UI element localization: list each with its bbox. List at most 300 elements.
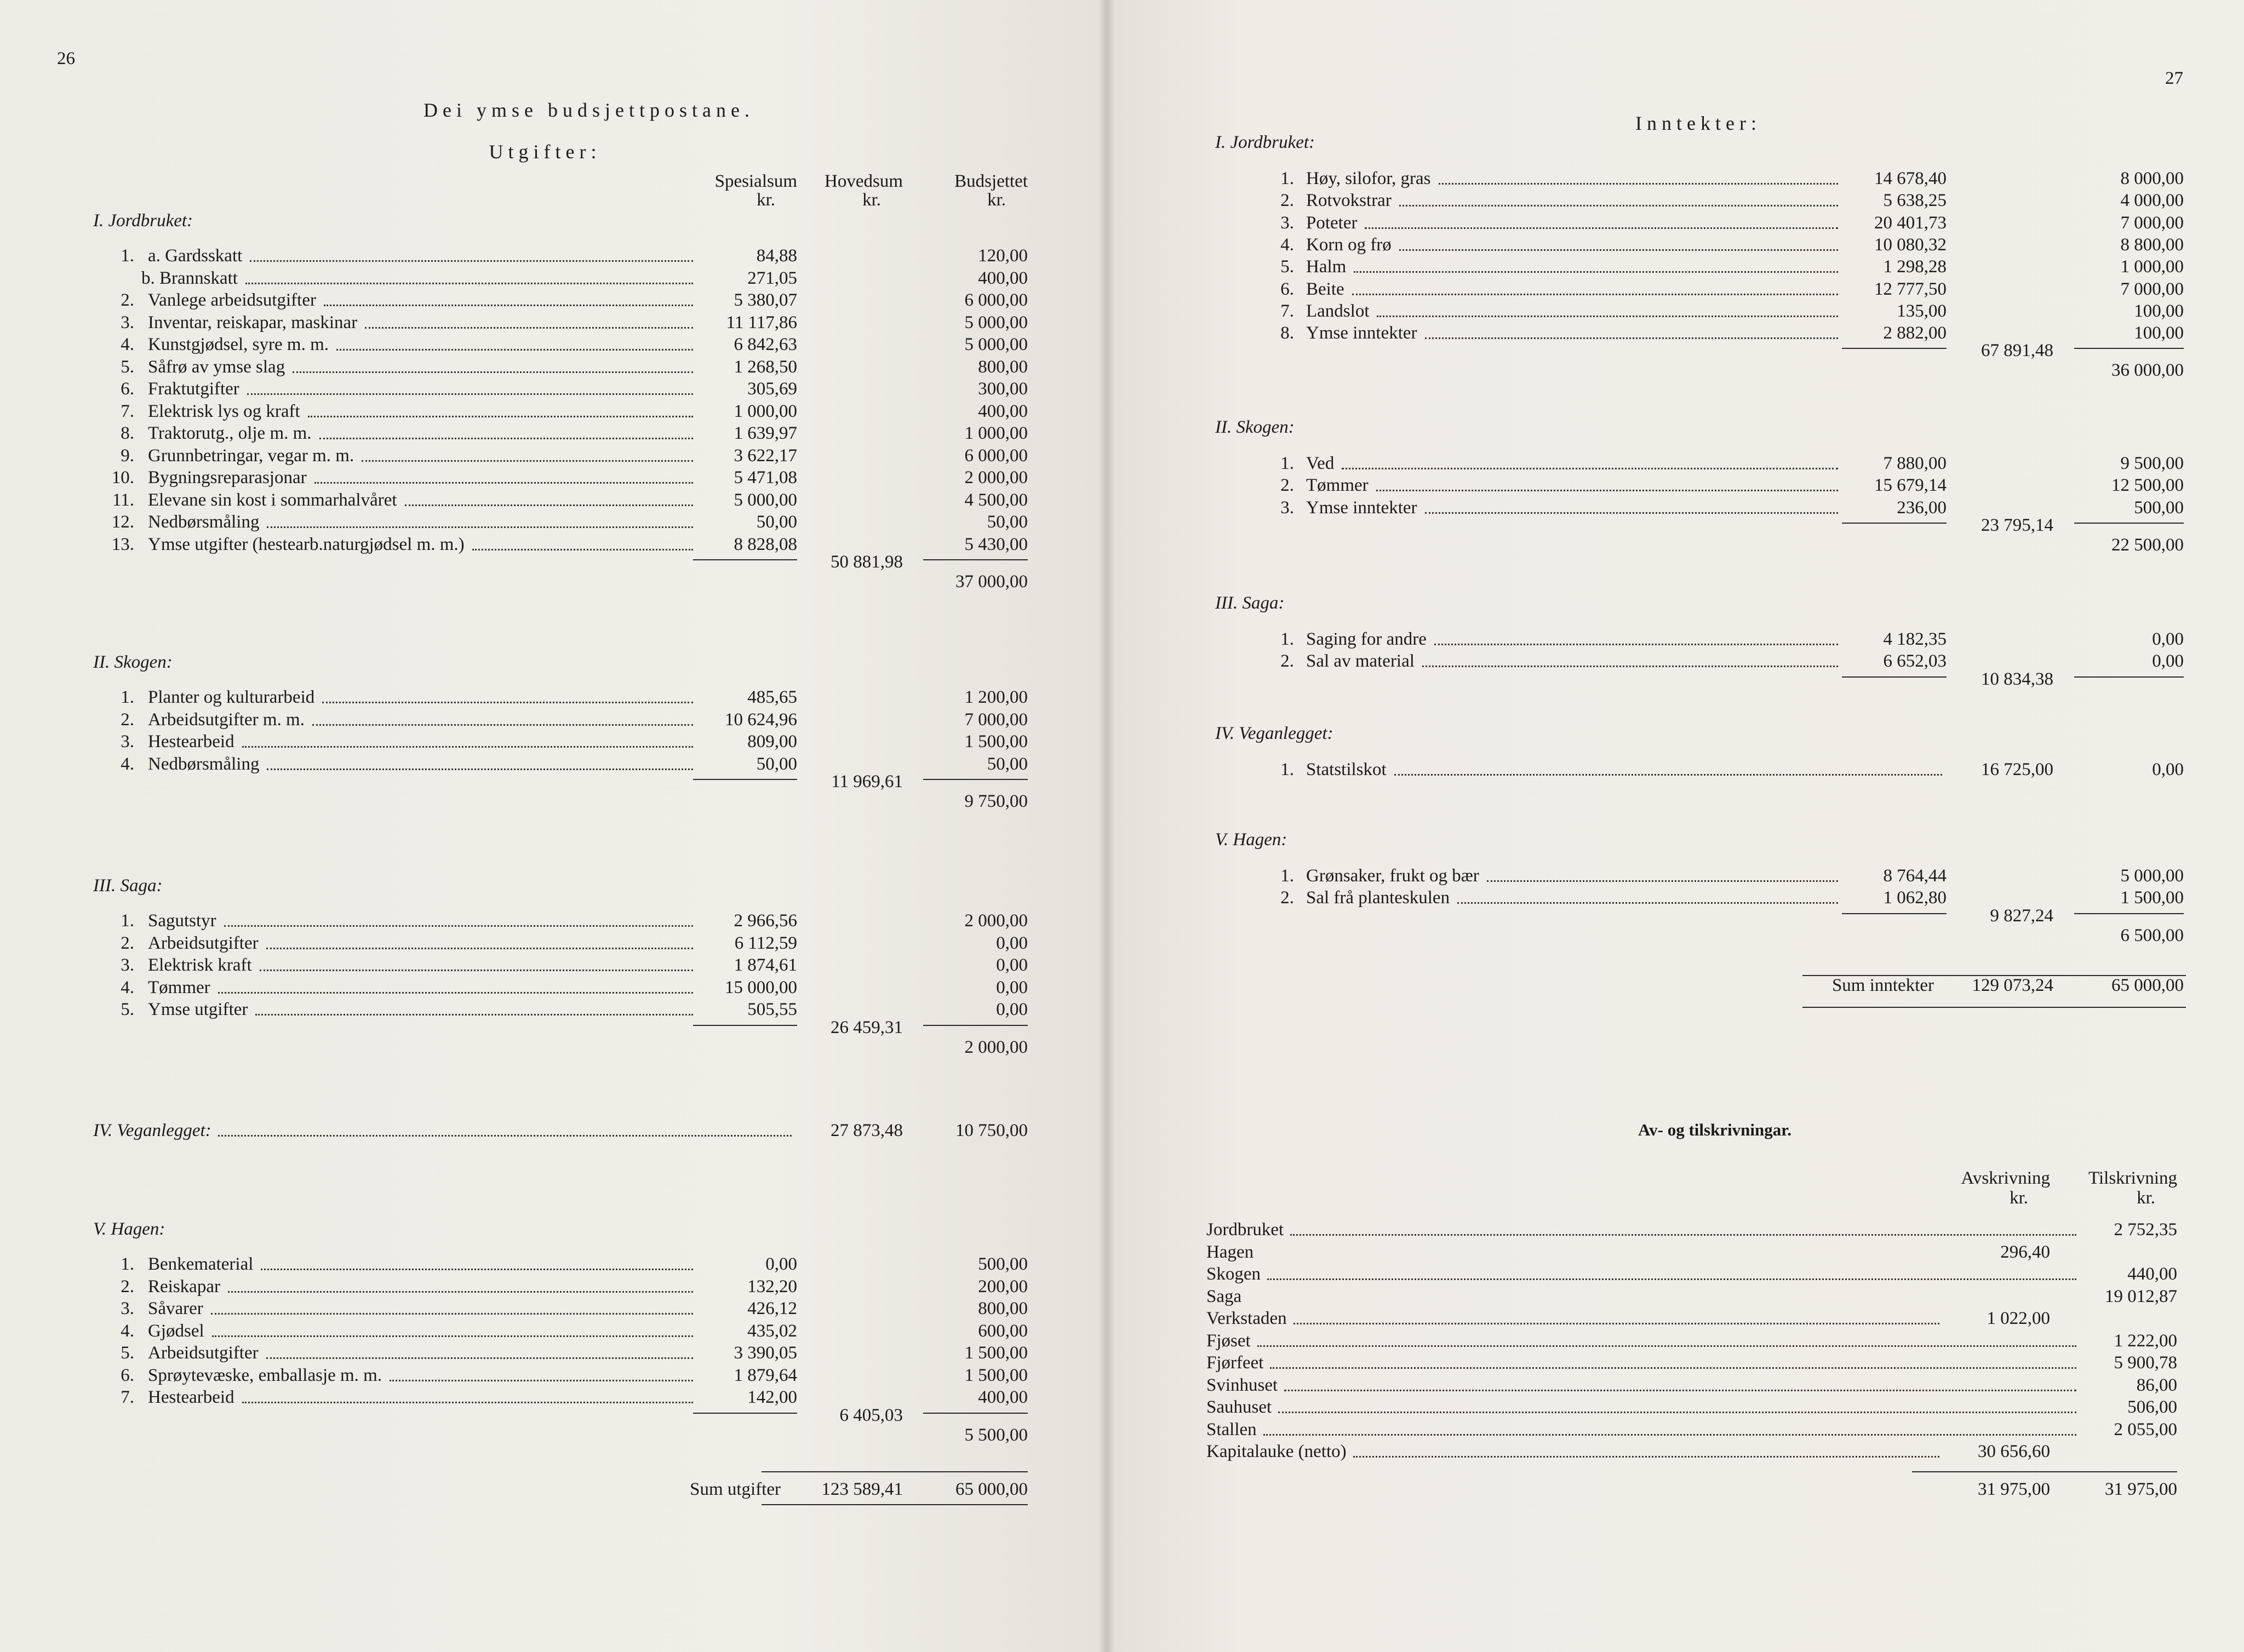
line-item-special-sum: 10 624,96 [725,709,797,730]
line-item-budget: 50,00 [987,754,1028,774]
section-main-total: 27 873,48 [831,1121,903,1140]
line-item-number: 3. [121,1299,134,1318]
line-item-special-sum: 15 679,14 [1874,475,1947,496]
line-item-budget: 7 000,00 [2120,213,2184,233]
line-item-label: Elektrisk lys og kraft [148,401,300,421]
section-title: V. Hagen: [93,1219,165,1239]
line-item-label: Såfrø av ymse slag [148,357,285,377]
section-title: IV. Veganlegget: [1215,724,1333,743]
dot-leader [1352,294,1838,295]
line-item-budget: 1 500,00 [964,732,1028,752]
line-item-label: Rotvokstrar [1306,191,1392,211]
line-item-number: 11. [112,490,134,510]
right-page [1107,0,2244,1652]
dot-leader [293,371,693,373]
sum-rule [1842,913,1947,914]
section-main-total: 23 795,14 [1981,515,2053,535]
line-item-special-sum: 2 966,56 [734,911,797,931]
line-item-special-sum: 5 000,00 [734,490,797,510]
line-item-special-sum: 7 880,00 [1883,454,1947,473]
line-item-label: Nedbørsmåling [148,754,260,774]
section-budget-total: 5 500,00 [964,1425,1028,1445]
line-item-special-sum: 1 268,50 [734,357,797,377]
dot-leader [362,460,693,462]
dot-leader [267,768,693,770]
dot-leader [1290,1234,2076,1236]
line-item-label: Poteter [1306,213,1358,233]
line-item-special-sum: 135,00 [1897,301,1947,321]
line-item-budget: 500,00 [2134,497,2184,518]
write-up-amount: 19 012,87 [2105,1286,2177,1306]
line-item-budget: 120,00 [978,246,1028,266]
line-item-label: Inventar, reiskapar, maskinar [148,312,358,332]
write-off-label: Stallen [1206,1419,1257,1439]
dot-leader [1293,1323,1939,1324]
section-title: III. Saga: [1215,593,1285,613]
line-item-number: 1. [1280,169,1294,188]
line-item-budget: 0,00 [996,955,1028,975]
dot-leader [260,970,693,971]
dot-leader [1425,512,1838,514]
dot-leader [1270,1367,2076,1369]
sum-budget-total: 65 000,00 [955,1479,1028,1499]
page-heading: Inntekter: [1635,112,1761,134]
line-item-number: 3. [121,732,134,752]
line-item-budget: 9 500,00 [2120,454,2184,473]
line-item-number: 5. [121,1343,134,1363]
line-item-label: Saging for andre [1306,629,1427,649]
dot-leader [314,482,693,484]
line-item-budget: 0,00 [996,977,1028,997]
line-item-special-sum: 20 401,73 [1874,213,1947,233]
page-heading: Dei ymse budsjettpostane. [423,99,754,121]
page-subheading: Utgifter: [489,141,602,163]
line-item-budget: 6 000,00 [964,290,1028,310]
line-item-label: Reiskapar [148,1276,220,1297]
write-off-amount: 296,40 [2000,1242,2050,1262]
dot-leader [1376,490,1838,491]
line-item-label: Ymse utgifter [148,1000,248,1019]
write-off-label: Skogen [1206,1264,1261,1284]
line-item-special-sum: 10 080,32 [1874,234,1947,255]
line-item-special-sum: 8 828,08 [734,534,797,554]
write-up-amount: 5 900,78 [2114,1353,2177,1373]
line-item-number: 6. [121,379,134,399]
line-item-budget: 2 000,00 [964,468,1028,487]
dot-leader [1394,774,1942,776]
section-budget-total: 37 000,00 [955,572,1028,592]
line-item-special-sum: 5 380,07 [734,290,797,310]
sum-rule [762,1504,1028,1505]
line-item-special-sum: 809,00 [747,732,797,752]
line-item-number: 6. [121,1365,134,1385]
dot-leader [242,746,693,748]
write-up-amount: 506,00 [2127,1397,2177,1417]
dot-leader [247,393,693,395]
sum-label: Sum utgifter [690,1479,781,1499]
sum-main-total: 123 589,41 [821,1479,903,1499]
dot-leader [211,1313,693,1315]
line-item-budget: 800,00 [978,357,1028,377]
line-item-special-sum: 84,88 [756,246,797,266]
line-item-special-sum: 14 678,40 [1874,169,1947,188]
column-header: Spesialsum [714,171,797,191]
line-item-number: 2. [1280,888,1294,908]
line-item-number: 1. [1280,629,1294,649]
line-item-number: 4. [121,977,134,997]
line-item-number: 2. [1280,651,1294,672]
section-title: IV. Veganlegget: [93,1121,211,1140]
line-item-budget: 1 000,00 [2120,257,2184,277]
line-item-label: Ved [1306,454,1335,473]
write-off-label: Verkstaden [1206,1309,1287,1328]
section-budget-total: 10 750,00 [955,1121,1028,1140]
line-item-label: Vanlege arbeidsutgifter [148,290,316,310]
line-item-budget: 4 500,00 [964,490,1028,510]
dot-leader [1284,1390,2076,1391]
line-item-label: Arbeidsutgifter [148,933,259,953]
line-item-label: Traktorutg., olje m. m. [148,423,312,443]
line-item-label: Elevane sin kost i sommarhalvåret [148,490,397,510]
line-item-label: Benkematerial [148,1254,254,1274]
dot-leader [1267,1278,2076,1280]
dot-leader [1342,468,1838,469]
line-item-special-sum: 11 117,86 [726,312,797,332]
line-item-number: 7. [121,401,134,421]
write-off-label: Svinhuset [1206,1375,1278,1395]
line-item-budget: 50,00 [987,512,1028,532]
dot-leader [228,1291,693,1293]
column-header-unit: kr. [2010,1188,2028,1208]
dot-leader [472,549,693,550]
dot-leader [1434,644,1838,645]
line-item-number: 4. [1280,234,1294,255]
section-title: V. Hagen: [1215,830,1287,850]
sum-rule [1842,348,1947,349]
line-item-special-sum: 236,00 [1897,497,1947,518]
line-item-label: Beite [1306,279,1344,299]
dot-leader [1263,1434,2076,1436]
page-number: 27 [2165,68,2183,88]
line-item-label: Hestearbeid [148,1387,234,1407]
sum-rule [1842,676,1947,678]
line-item-number: 3. [1280,213,1294,233]
sum-rule [2074,676,2184,678]
line-item-budget: 1 200,00 [964,687,1028,707]
dot-leader [255,1014,693,1016]
sum-rule [693,559,797,560]
line-item-special-sum: 15 000,00 [725,977,797,997]
line-item-number: 5. [1280,257,1294,277]
line-item-label: Ymse utgifter (hestearb.naturgjødsel m. m.) [148,534,465,554]
dot-leader [1399,249,1838,251]
section-main-total: 9 827,24 [1990,905,2053,926]
dot-leader [324,305,693,306]
write-off-label: Saga [1206,1286,1242,1306]
line-item-number: 5. [121,1000,134,1019]
line-item-number: 4. [121,1321,134,1341]
line-item-number: 1. [121,246,134,266]
line-item-budget: 0,00 [996,1000,1028,1019]
sum-rule [1842,523,1947,524]
line-item-number: 1. [121,911,134,931]
line-item-budget: 12 500,00 [2111,475,2184,496]
line-item-budget: 7 000,00 [2120,279,2184,299]
sum-rule [1912,1471,2177,1472]
dot-leader [1257,1345,2076,1347]
dot-leader [1377,316,1838,317]
sum-rule [923,1413,1028,1414]
section-main-total: 50 881,98 [831,552,903,572]
line-item-label: Bygningsreparasjonar [148,468,307,487]
section-title: I. Jordbruket: [93,211,193,231]
sum-rule [2074,523,2184,524]
section-main-total: 11 969,61 [831,772,903,791]
line-item-number: 10. [111,468,134,487]
dot-leader [1354,271,1838,273]
line-item-label: Sagutstyr [148,911,216,931]
line-item-label: Kunstgjødsel, syre m. m. [148,335,329,354]
line-item-label: Tømmer [148,977,210,997]
line-item-budget: 1 500,00 [964,1365,1028,1385]
dot-leader [319,438,693,439]
write-off-label: Hagen [1206,1242,1254,1262]
line-item-number: 9. [121,445,134,466]
line-item-label: Landslot [1306,301,1370,321]
line-item-number: 3. [121,955,134,975]
line-item-number: 2. [121,933,134,953]
line-item-budget: 5 000,00 [2120,866,2184,886]
write-off-label: Sauhuset [1206,1397,1272,1417]
sum-label: Sum inntekter [1831,976,1934,995]
write-off-amount: 30 656,60 [1978,1442,2050,1461]
line-item-special-sum: 5 638,25 [1883,191,1947,211]
dot-leader [266,1357,693,1359]
dot-leader [242,1402,693,1403]
dot-leader [1365,227,1838,229]
line-item-special-sum: 132,20 [747,1276,797,1297]
sum-rule [923,1025,1028,1026]
line-item-number: 8. [1280,323,1294,343]
line-item-number: 4. [121,754,134,774]
line-item-label: a. Gardsskatt [148,246,243,266]
line-item-special-sum: 1 639,97 [734,423,797,443]
section-title: II. Skogen: [93,652,173,672]
line-item-label: Hestearbeid [148,732,234,752]
write-up-amount: 86,00 [2136,1375,2177,1395]
line-item-number: 2. [121,290,134,310]
line-item-special-sum: 142,00 [747,1387,797,1407]
column-header-unit: kr. [2137,1188,2155,1208]
section-budget-total: 36 000,00 [2111,360,2184,381]
dot-leader [1353,1456,1939,1458]
dot-leader [218,992,693,994]
page-number: 26 [57,49,75,68]
write-off-amount: 1 022,00 [1987,1309,2050,1328]
line-item-number: 7. [1280,301,1294,321]
line-item-special-sum: 12 777,50 [1874,279,1947,299]
line-item-label: Sal av material [1306,651,1415,672]
dot-leader [267,526,693,528]
sum-rule [923,779,1028,780]
write-up-sum: 31 975,00 [2105,1479,2177,1499]
write-off-label: Kapitalauke (netto) [1206,1442,1347,1461]
line-item-number: 7. [121,1387,134,1407]
line-item-budget: 8 000,00 [2120,169,2184,188]
line-item-number: 1. [1280,866,1294,886]
line-item-number: 2. [1280,475,1294,496]
line-item-special-sum: 6 652,03 [1883,651,1947,672]
column-header: Avskrivning [1961,1168,2050,1188]
line-item-label: Arbeidsutgifter m. m. [148,709,305,730]
line-item-label: Fraktutgifter [148,379,239,399]
section-title: III. Saga: [93,876,163,896]
line-item-special-sum: 1 874,61 [734,955,797,975]
dot-leader [1399,205,1838,206]
dot-leader [261,1269,693,1270]
line-item-special-sum: 1 000,00 [734,401,797,421]
line-item-budget: 5 000,00 [964,335,1028,354]
line-item-number: 2. [1280,191,1294,211]
line-item-label: Grønsaker, frukt og bær [1306,866,1479,886]
line-item-budget: 4 000,00 [2120,191,2184,211]
line-item-budget: 500,00 [978,1254,1028,1274]
line-item-special-sum: 1 062,80 [1883,888,1947,908]
line-item-number: 1. [121,1254,134,1274]
sum-rule [2074,913,2184,914]
dot-leader [212,1335,693,1337]
line-item-special-sum: 4 182,35 [1883,629,1947,649]
line-item-special-sum: 1 879,64 [734,1365,797,1385]
line-item-label: Grunnbetringar, vegar m. m. [148,445,354,466]
section-main-total: 67 891,48 [1981,341,2053,361]
line-item-label: Arbeidsutgifter [148,1343,259,1363]
sum-rule [2074,348,2184,349]
line-item-budget: 1 000,00 [964,423,1028,443]
line-item-budget: 8 800,00 [2120,234,2184,255]
book-gutter [1098,0,1115,1652]
dot-leader [405,504,693,506]
line-item-special-sum: 485,65 [747,687,797,707]
line-item-budget: 1 500,00 [964,1343,1028,1363]
line-item-budget: 1 500,00 [2120,888,2184,908]
line-item-label: Ymse inntekter [1306,497,1417,518]
column-header-unit: kr. [987,190,1006,210]
line-item-number: 5. [121,357,134,377]
line-item-label: Høy, silofor, gras [1306,169,1431,188]
column-header: Tilskrivning [2088,1168,2177,1188]
line-item-budget: 2 000,00 [964,911,1028,931]
line-item-budget: 5 000,00 [964,312,1028,332]
line-item-special-sum: 5 471,08 [734,468,797,487]
line-item-budget: 0,00 [2152,651,2184,672]
dot-leader [336,349,693,351]
line-item-number: 1. [1280,454,1294,473]
line-item-number: 6. [1280,279,1294,299]
dot-leader [224,925,693,927]
dot-leader [250,260,693,262]
line-item-budget: 100,00 [2134,323,2184,343]
write-off-sum: 31 975,00 [1978,1479,2050,1499]
line-item-special-sum: 1 298,28 [1883,257,1947,277]
dot-leader [308,416,693,417]
line-item-special-sum: 305,69 [747,379,797,399]
line-item-special-sum: 2 882,00 [1883,323,1947,343]
section-budget-total: 22 500,00 [2111,535,2184,555]
line-item-special-sum: 3 622,17 [734,445,797,466]
sum-rule [1802,1007,2186,1008]
line-item-label: Korn og frø [1306,234,1392,255]
line-item-number: 2. [121,709,134,730]
dot-leader [1425,337,1838,339]
write-offs-title: Av- og tilskrivningar. [1638,1120,1791,1139]
line-item-special-sum: 271,05 [747,268,797,288]
line-item-number: 1. [121,687,134,707]
dot-leader [218,1135,792,1137]
section-budget-total: 2 000,00 [964,1037,1028,1057]
line-item-special-sum: 6 842,63 [734,335,797,354]
section-title: II. Skogen: [1215,417,1295,437]
line-item-main-sum: 16 725,00 [1981,760,2053,779]
line-item-special-sum: 505,55 [747,1000,797,1019]
write-off-label: Fjørfeet [1206,1353,1264,1373]
line-item-number: 4. [121,335,134,354]
line-item-number: 12. [111,512,134,532]
line-item-number: 3. [1280,497,1294,518]
line-item-budget: 800,00 [978,1299,1028,1318]
line-item-budget: 300,00 [978,379,1028,399]
line-item-number: 8. [121,423,134,443]
dot-leader [322,702,693,703]
line-item-label: Ymse inntekter [1306,323,1417,343]
dot-leader [245,283,693,284]
write-up-amount: 1 222,00 [2114,1330,2177,1351]
sum-rule [693,1025,797,1026]
column-header-unit: kr. [757,190,775,210]
column-header-unit: kr. [862,190,881,210]
write-off-label: Jordbruket [1206,1220,1284,1240]
write-up-amount: 440,00 [2127,1264,2177,1284]
line-item-label: Tømmer [1306,475,1369,496]
line-item-special-sum: 50,00 [756,512,797,532]
line-item-budget: 6 000,00 [964,445,1028,466]
line-item-label: Sprøytevæske, emballasje m. m. [148,1365,382,1385]
line-item-budget: 0,00 [996,933,1028,953]
line-item-budget: 400,00 [978,268,1028,288]
dot-leader [1278,1412,2076,1413]
dot-leader [1457,902,1838,904]
line-item-label: Nedbørsmåling [148,512,260,532]
line-item-label: Planter og kulturarbeid [148,687,315,707]
line-item-special-sum: 426,12 [747,1299,797,1318]
line-item-label: Såvarer [148,1299,203,1318]
dot-leader [390,1380,693,1381]
section-main-total: 26 459,31 [831,1017,903,1037]
line-item-label: Elektrisk kraft [148,955,252,975]
line-item-label: Halm [1306,257,1347,277]
line-item-number: 1. [1280,760,1294,779]
dot-leader [1422,666,1838,667]
write-up-amount: 2 752,35 [2114,1220,2177,1240]
write-off-label: Fjøset [1206,1330,1251,1351]
line-item-number: 13. [111,534,134,554]
line-item-budget: 7 000,00 [964,709,1028,730]
dot-leader [266,948,693,949]
section-title: I. Jordbruket: [1215,133,1315,152]
line-item-special-sum: 50,00 [756,754,797,774]
sum-rule [762,1471,1028,1472]
line-item-label: Statstilskot [1306,760,1387,779]
